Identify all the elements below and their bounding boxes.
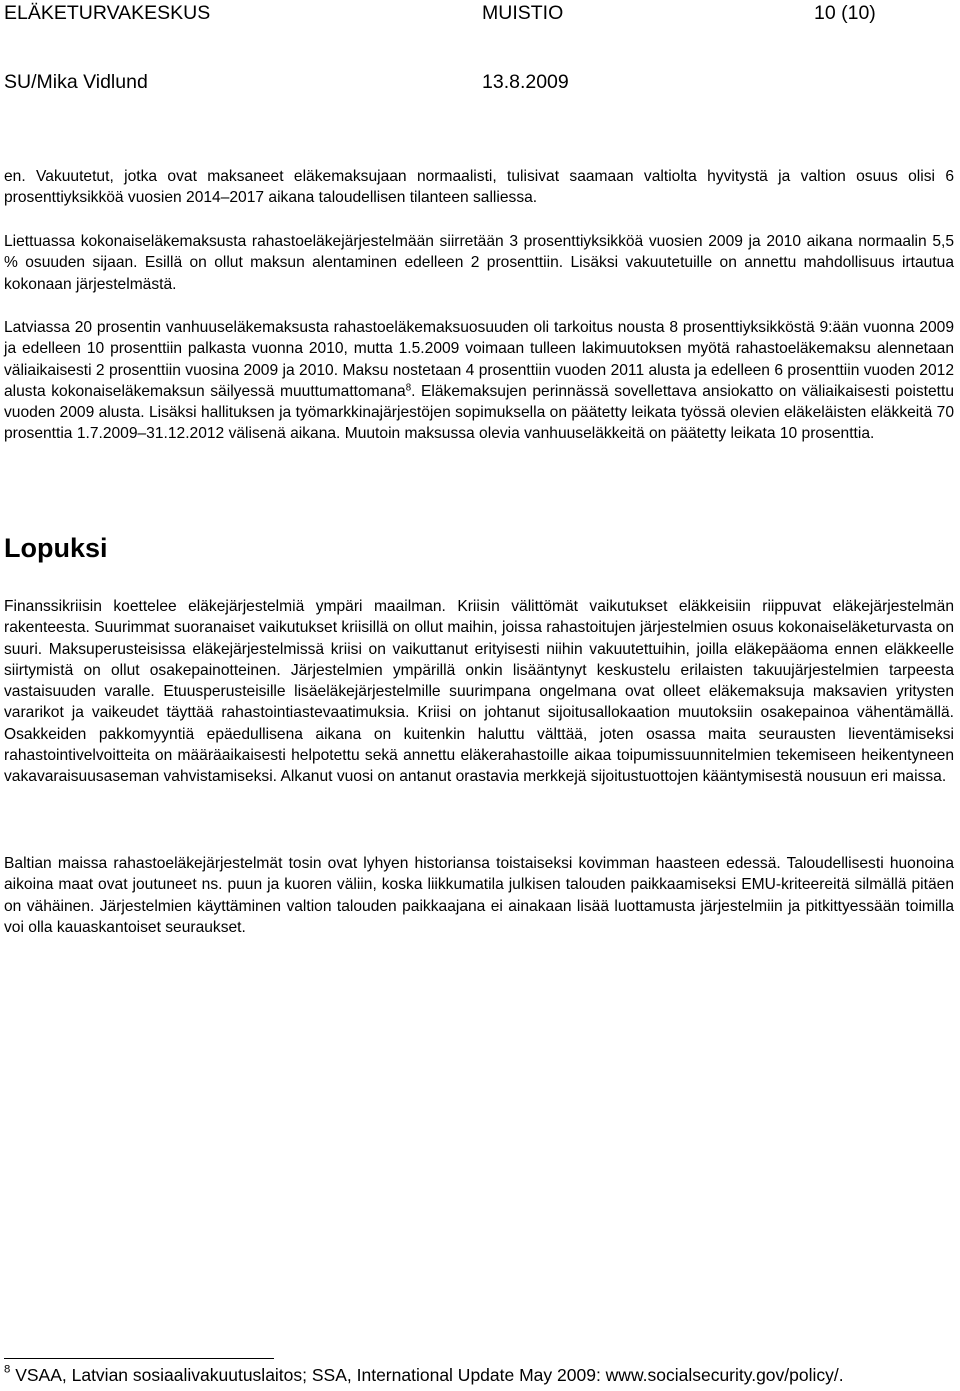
paragraph-baltic	[4, 853, 954, 938]
author: SU/Mika Vidlund	[4, 71, 148, 93]
footnote-marker: 8	[4, 1363, 11, 1376]
paragraph-text-part: . Eläkemaksujen perinnässä sovellettava ansiokatto on väliaikaisesti poistettu vuoden 2009 alusta. Lisäksi hallituksen ja työmarkkinajärjestöjen sopimuksella on päätetty leikata työssä olevien eläkeläisten eläkkeitä 70 prosenttia 1.7.2009–31.12.2012 välisenä aikana. Muutoin maksussa olevia vanhuuseläkkeitä on päätetty leikata 10 prosenttia.	[4, 382, 954, 443]
organization-name: ELÄKETURVAKESKUS	[4, 2, 211, 24]
document-type: MUISTIO	[482, 2, 564, 24]
paragraph-text	[4, 317, 954, 445]
footnote	[4, 1364, 844, 1386]
document-date: 13.8.2009	[482, 71, 569, 93]
section-heading: Lopuksi	[4, 533, 108, 563]
paragraph-text: Baltian maissa rahastoeläkejärjestelmät tosin ovat lyhyen historiansa toistaiseksi kovimman haasteen edessä. Taloudellisesti huonoina aikoina maat ovat joutuneet ns. puun ja kuoren väliin, koska liikkumatila julkisen talouden paikkaamiseksi EMU-kriteereitä silmällä pitäen on vähäinen. Järjestelmien käyttäminen valtion talouden paikkaajana ei ainakaan lisää luottamusta järjestelmiin ja pitkittyessään toimilla voi olla kauaskantoiset seuraukset.	[4, 855, 954, 936]
footnote-text: VSAA, Latvian sosiaalivakuutuslaitos; SSA, International Update May 2009: www.socialsecurity.gov/policy/.	[10, 1365, 844, 1385]
page-number: 10 (10)	[814, 2, 876, 24]
paragraph-text: Liettuassa kokonaiseläkemaksusta rahastoeläkejärjestelmään siirretään 3 prosenttiyksikköä vuosien 2009 ja 2010 aikana normaalin 5,5 % osuuden sijaan. Esillä on ollut maksun alentaminen edelleen 2 prosenttiin. Lisäksi vakuutetuille on annettu mahdollisuus irtautua kokonaan järjestelmästä.	[4, 233, 954, 293]
paragraph-continuation	[4, 166, 954, 209]
paragraph-lithuania	[4, 231, 954, 295]
paragraph-text: Finanssikriisin koettelee eläkejärjestelmiä ympäri maailman. Kriisin välittömät vaikutukset eläkkeisiin riippuvat eläkejärjestelmän rakenteesta. Suurimmat suoranaiset vaikutukset kriisillä on ollut maihin, joissa rahastoitujen järjestelmien osuus kokonaiseläketurvasta on suuri. Maksuperusteisissa eläkejärjestelmissä kriisi on vaikuttanut erityisesti niihin vakuutettuihin, joilla eläkepääoma ennen eläkkeelle siirtymistä on ollut osakepainotteinen. Järjestelmien ympärillä onkin lisääntynyt keskustelu erilaisten takuujärjestelmien tarpeesta vastaisuuden varalle. Etuusperusteisille lisäeläkejärjestelmille suurimpana ongelmana ovat olleet eläkemaksuja maksavien yritysten vararikot ja vaikeudet täyttää rahastointiastevaatimuksia. Kriisi on johtanut sijoitusallokaation muutoksiin osakepainoa vähentämällä. Osakkeiden pakkomyyntiä epäedullisena aikana on kuitenkin haluttu välttää, joten osassa maita seurausten lieventämiseksi rahastointivelvoitteita on määräaikaisesti helpotettu sekä annettu eläkerahastoille aikaa toipumissuunnitelmien tekemiseen heikentyneen vakavaraisuusaseman vahvistamiseksi. Alkanut vuosi on antanut orastavia merkkejä sijoitustuottojen kääntymisestä nousuun eri maissa.	[4, 598, 954, 786]
paragraph-text: en. Vakuutetut, jotka ovat maksaneet eläkemaksujaan normaalisti, tulisivat saamaan valtiolta hyvitystä ja valtion osuus olisi 6 prosenttiyksikköä vuosien 2014–2017 aikana taloudellisen tilanteen salliessa.	[4, 168, 954, 207]
paragraph-conclusion	[4, 596, 954, 788]
paragraph-text-part: Latviassa 20 prosentin vanhuuseläkemaksusta rahastoeläkemaksuosuuden oli tarkoitus nousta 8 prosenttiyksikköstä 9:ään vuonna 2009 ja edelleen 10 prosenttiin palkasta vuonna 2010, mutta 1.5.2009 voimaan tulleen lakimuutoksen myötä rahastoeläkemaksu alennetaan väliaikaisesti 2 prosenttiin vuosina 2009 ja 2010. Maksu nostetaan 4 prosenttiin vuoden 2011 alusta ja edelleen 6 prosenttiin vuoden 2012 alusta kokonaiseläkemaksun säilyessä muuttumattomana	[4, 319, 954, 400]
footnote-divider	[4, 1358, 274, 1359]
paragraph-latvia	[4, 317, 954, 445]
footnote-reference: 8	[405, 382, 412, 394]
